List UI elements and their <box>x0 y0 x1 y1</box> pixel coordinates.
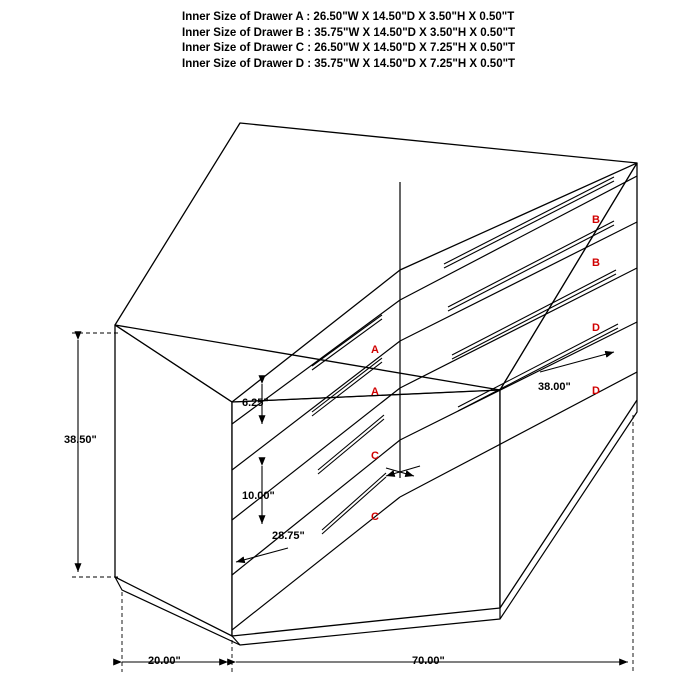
dim-label-width: 70.00" <box>412 655 445 667</box>
drawer-letter-d-1: D <box>592 322 600 334</box>
dim-label-depth: 20.00" <box>148 655 181 667</box>
spec-line-b: Inner Size of Drawer B : 35.75"W X 14.50"D X 3.50"H X 0.50"T <box>182 26 516 39</box>
spec-line-d: Inner Size of Drawer D : 35.75"W X 14.50"D X 7.25"H X 0.50"T <box>182 57 516 70</box>
drawer-letter-b-1: B <box>592 214 600 226</box>
drawer-letter-c-2: C <box>371 511 379 523</box>
drawer-letter-a-2: A <box>371 386 379 398</box>
drawer-letter-a-1: A <box>371 344 379 356</box>
drawer-letter-c-1: C <box>371 450 379 462</box>
drawer-letter-d-2: D <box>592 385 600 397</box>
dim-label-front-width: 38.00" <box>538 381 571 393</box>
dim-label-drawer-mid: 10.00" <box>242 490 275 502</box>
dim-label-height: 38.50" <box>64 434 97 446</box>
spec-line-a: Inner Size of Drawer A : 26.50"W X 14.50"D X 3.50"H X 0.50"T <box>182 11 515 23</box>
spec-line-c: Inner Size of Drawer C : 26.50"W X 14.50"D X 7.25"H X 0.50"T <box>182 42 516 54</box>
dim-label-drawer-top: 6.25" <box>242 397 269 409</box>
drawer-letter-b-2: B <box>592 257 600 269</box>
dim-label-drawer-stack: 28.75" <box>272 530 305 542</box>
